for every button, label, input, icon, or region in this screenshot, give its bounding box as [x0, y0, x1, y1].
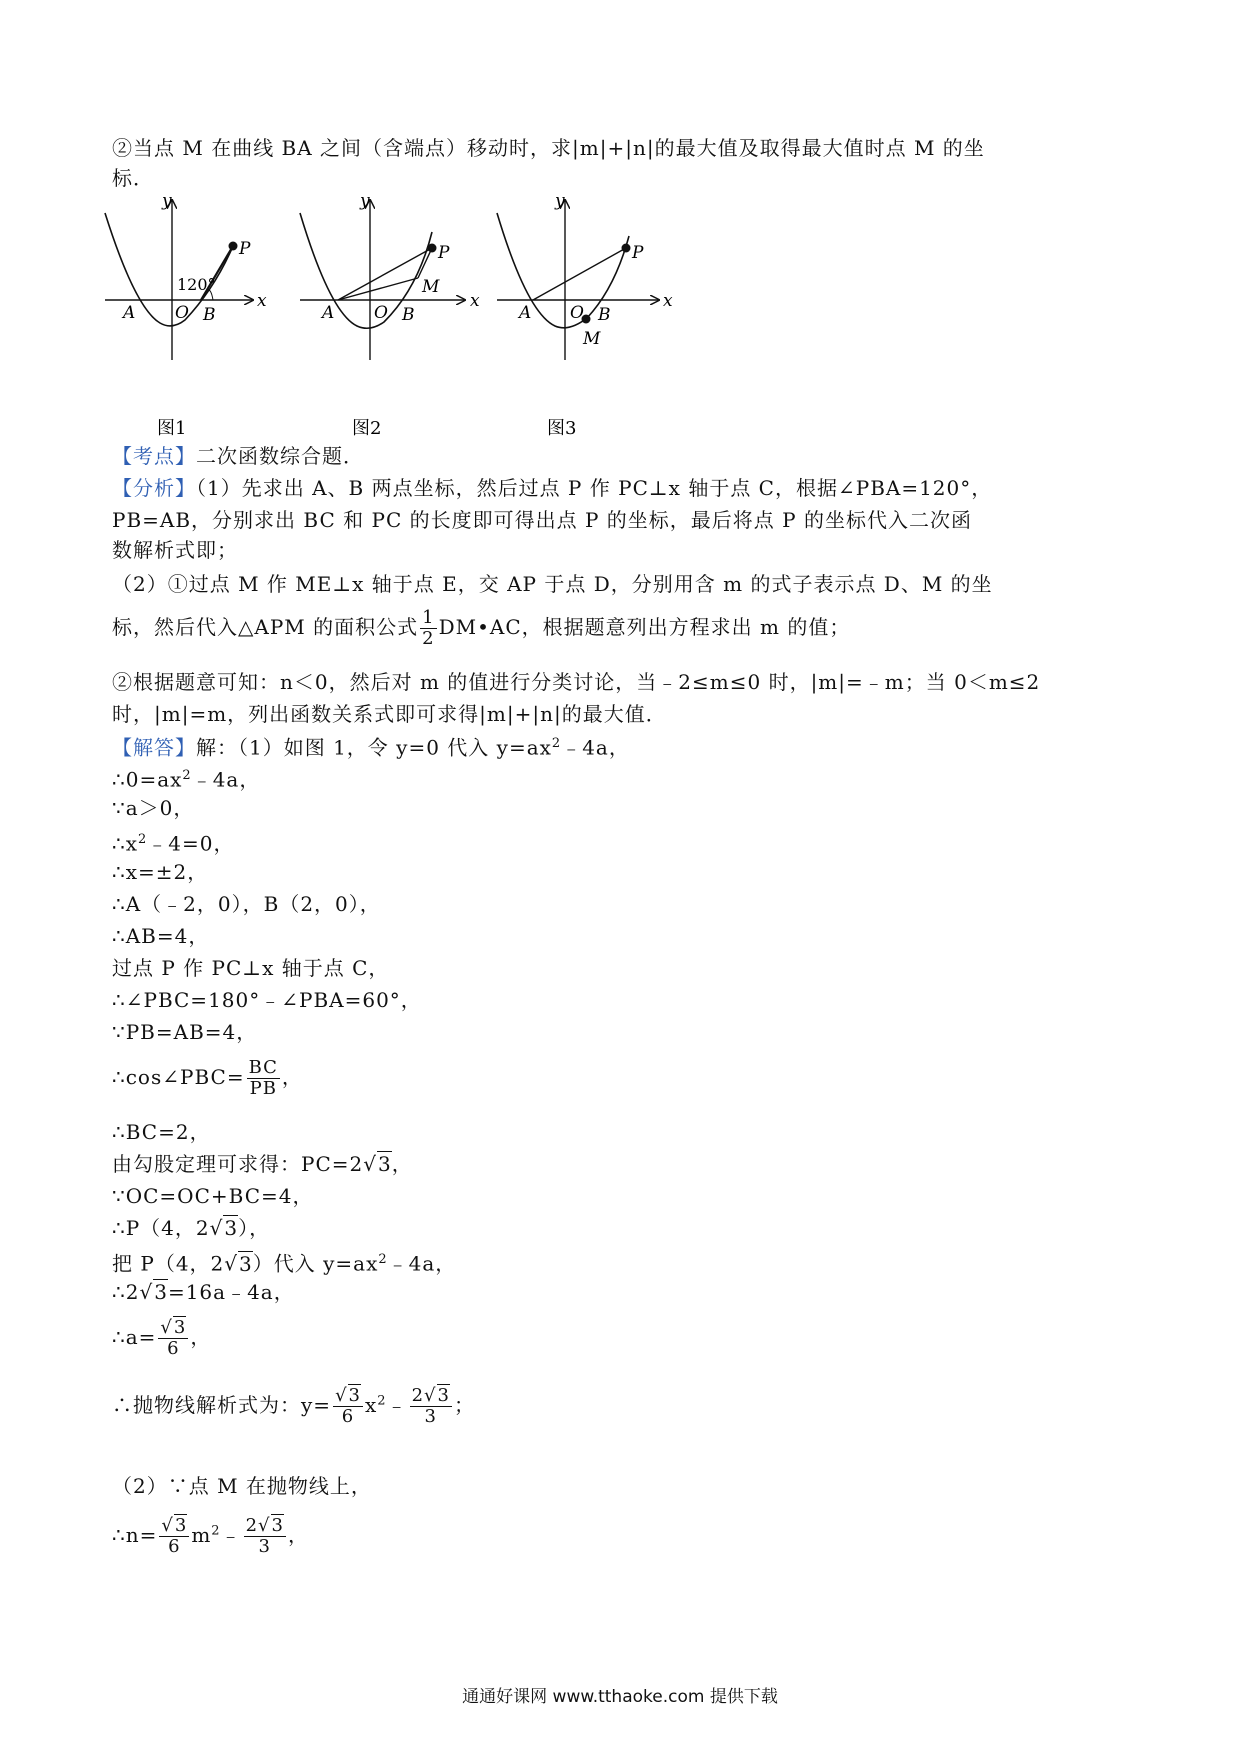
fenxi-line-4: （2）①过点 M 作 ME⊥x 轴于点 E，交 AP 于点 D，分别用含 m 的式子表示点 D、M 的坐 — [112, 572, 993, 596]
fig1-p-label: P — [239, 239, 251, 259]
fig1-angle-label: 120° — [177, 275, 216, 294]
fig3-m-label: M — [583, 329, 601, 349]
jieda-line-17: ∴2√3=16a﹣4a， — [112, 1280, 295, 1304]
figures — [105, 191, 765, 439]
fig2-a-label: A — [322, 303, 335, 323]
figure-1 — [105, 191, 267, 360]
fraction-n-2: $\frac{2√3}{3}$ — [245, 1515, 284, 1557]
fraction-bc-pb: $\frac{BC}{PB}$ — [248, 1057, 278, 1099]
jieda-line-15: ∴P（4，2√3）， — [112, 1216, 271, 1240]
jieda-line-4: $\therefore x^2﹣4=0$， — [112, 831, 235, 856]
fig3-a-label: A — [519, 303, 532, 323]
fenxi-line-2: PB=AB，分别求出 BC 和 PC 的长度即可得出点 P 的坐标，最后将点 P 的坐标代入二次函 — [112, 508, 972, 532]
jieda-line-1: 【解答】解：（1）如图 1，令 y=0 代入 $y=ax^2﹣4a$， — [112, 735, 630, 760]
fig2-b-label: B — [402, 305, 415, 325]
jieda-line-6: ∴A（﹣2，0），B（2，0）， — [112, 892, 381, 916]
fig1-b-label: B — [203, 305, 216, 325]
fenxi-line-7: 时，|m|=m，列出函数关系式即可求得|m|+|n|的最大值． — [112, 702, 667, 726]
fig1-a-label: A — [123, 303, 136, 323]
fenxi-tag: 【分析】 — [112, 476, 196, 500]
jieda-line-8: 过点 P 作 PC⊥x 轴于点 C， — [112, 956, 390, 980]
fenxi-text-1: （1）先求出 A、B 两点坐标，然后过点 P 作 PC⊥x 轴于点 C，根据∠PBA=120°， — [196, 476, 993, 500]
fenxi-line-3: 数解析式即； — [112, 538, 238, 562]
fig1-caption: 图1 — [157, 418, 187, 439]
fig3-p-label: P — [632, 243, 644, 263]
jieda-line-7: ∴AB=4， — [112, 924, 210, 948]
fig3-y-label: y — [555, 191, 565, 211]
jieda-line-20: （2）∵点 M 在抛物线上， — [112, 1474, 372, 1498]
fig2-o-label: O — [374, 303, 388, 323]
fig2-x-label: x — [470, 291, 480, 311]
jieda-line-21: ∴n= $\frac{√3}{6}$ $m^2﹣$ $\frac{2√3}{3}$ ， — [112, 1515, 309, 1557]
fenxi-text-5b: DM•AC，根据题意列出方程求出 m 的值； — [438, 615, 851, 639]
jieda-line-11: ∴cos∠PBC= $\frac{BC}{PB}$ ， — [112, 1057, 303, 1099]
jieda-line-14: ∵OC=OC+BC=4， — [112, 1184, 314, 1208]
fig3-o-label: O — [570, 303, 584, 323]
fig2-p-label: P — [438, 243, 450, 263]
jieda-line-13: 由勾股定理可求得：PC=2√3， — [112, 1152, 413, 1176]
fraction-n-1: $\frac{√3}{6}$ — [161, 1515, 188, 1557]
fig2-y-label: y — [360, 191, 370, 211]
fraction-2sqrt3-3: $\frac{2√3}{3}$ — [411, 1385, 450, 1427]
fig2-caption: 图2 — [352, 418, 382, 439]
jieda-tag: 【解答】 — [112, 735, 196, 760]
fraction-a: $\frac{√3}{6}$ — [160, 1317, 187, 1359]
kaodian-line — [112, 442, 364, 470]
fenxi-text-5a: 标，然后代入△APM 的面积公式 — [112, 615, 419, 639]
jieda-line-10: ∵PB=AB=4， — [112, 1020, 258, 1044]
figure-2 — [300, 191, 480, 360]
fig1-o-label: O — [175, 303, 189, 323]
fig2-m-label: M — [422, 277, 440, 297]
jieda-line-9: ∴∠PBC=180°﹣∠PBA=60°， — [112, 988, 422, 1012]
jieda-line-16: 把 P（4，2√3）代入 $y=ax^2﹣4a$， — [112, 1251, 457, 1276]
fraction-sqrt3-6: $\frac{√3}{6}$ — [335, 1385, 361, 1427]
fig1-x-label: x — [257, 291, 267, 311]
jieda-line-3: ∵a＞0， — [112, 796, 195, 820]
jieda-line-2: $\therefore 0=ax^2﹣4a$， — [112, 767, 261, 792]
fig3-x-label: x — [663, 291, 673, 311]
jieda-line-5: ∴x=±2， — [112, 860, 209, 884]
fenxi-line-5 — [112, 608, 850, 649]
fraction-half: $\frac{1}{2}$ — [422, 607, 435, 649]
fig3-caption: 图3 — [547, 418, 577, 439]
question-line-cont: 标． — [112, 166, 154, 190]
fenxi-line-6: ②根据题意可知：n＜0，然后对 m 的值进行分类讨论，当﹣2≤m≤0 时，|m|=﹣m；当 0＜m≤2 — [112, 670, 1041, 694]
kaodian-tag: 【考点】 — [112, 444, 196, 468]
jieda-line-18: ∴a= $\frac{√3}{6}$ ， — [112, 1317, 212, 1359]
kaodian-text: 二次函数综合题． — [196, 444, 364, 468]
fenxi-line-1 — [112, 474, 992, 502]
fig3-b-label: B — [598, 305, 611, 325]
figure-3 — [497, 191, 673, 360]
jieda-line-19: ∴抛物线解析式为：y= $\frac{√3}{6}$ $x^2﹣$ $\frac{2√3}{3}$ ； — [112, 1385, 475, 1427]
footer: 通通好课网 www.tthaoke.com 提供下载 — [462, 1687, 778, 1707]
question-line: ②当点 M 在曲线 BA 之间（含端点）移动时，求|m|+|n|的最大值及取得最大值时点 M 的坐 — [112, 136, 985, 160]
jieda-line-12: ∴BC=2， — [112, 1120, 211, 1144]
fig1-y-label: y — [162, 191, 172, 211]
